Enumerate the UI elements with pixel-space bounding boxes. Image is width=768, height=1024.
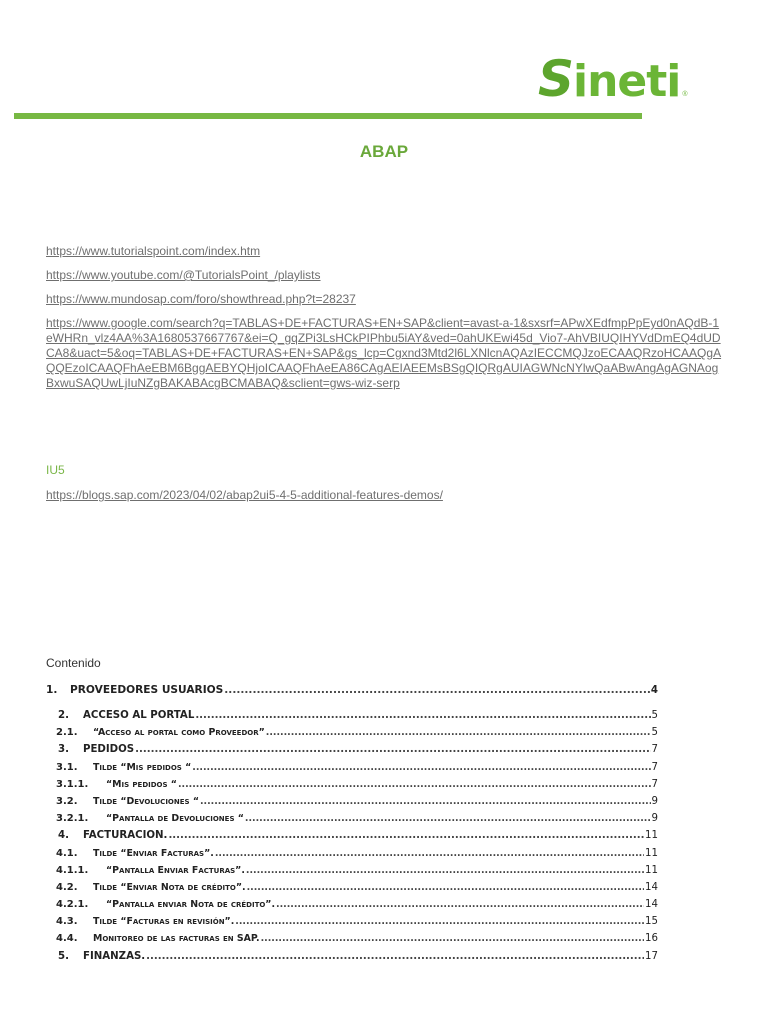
toc-entry[interactable] bbox=[46, 933, 658, 950]
toc-number: 4.1.1. bbox=[56, 864, 89, 876]
toc-leader bbox=[245, 813, 651, 824]
toc-number: 4.2.1. bbox=[56, 899, 89, 911]
toc-number: 3. bbox=[58, 744, 69, 756]
toc-entry[interactable] bbox=[46, 813, 658, 830]
registered-mark: ® bbox=[682, 91, 688, 98]
toc-leader bbox=[224, 684, 650, 696]
toc-entry[interactable] bbox=[46, 684, 658, 702]
toc-entry[interactable] bbox=[46, 848, 658, 865]
toc-entry[interactable] bbox=[46, 762, 658, 779]
toc-leader bbox=[135, 744, 650, 755]
toc-title: Tilde “Devoluciones “ bbox=[93, 795, 199, 807]
toc-number: 2. bbox=[58, 710, 69, 721]
toc-entry[interactable] bbox=[46, 710, 658, 727]
link-sap-blog[interactable]: https://blogs.sap.com/2023/04/02/abap2ui5-4-5-additional-features-demos/ bbox=[46, 488, 443, 502]
sineti-logo bbox=[538, 52, 688, 106]
toc-page: 7 bbox=[651, 744, 658, 756]
toc-entry[interactable] bbox=[46, 727, 658, 744]
toc-entry[interactable] bbox=[46, 951, 658, 968]
toc-leader bbox=[215, 848, 644, 859]
toc-title: “Pantalla de Devoluciones “ bbox=[106, 813, 244, 825]
toc-page: 16 bbox=[645, 933, 658, 945]
iu5-label: IU5 bbox=[46, 463, 65, 477]
toc-leader bbox=[235, 916, 644, 927]
toc-number: 1. bbox=[46, 684, 58, 696]
toc-number: 3.1.1. bbox=[56, 778, 89, 790]
toc-leader bbox=[192, 762, 650, 773]
toc-leader bbox=[168, 830, 644, 841]
link-youtube-playlists[interactable]: https://www.youtube.com/@TutorialsPoint_/playlists bbox=[46, 268, 321, 282]
toc-page: 11 bbox=[645, 847, 658, 859]
toc-title: “Pantalla enviar Nota de crédito”. bbox=[106, 899, 276, 911]
toc-number: 5. bbox=[58, 950, 69, 962]
toc-entry[interactable] bbox=[46, 744, 658, 761]
toc-title: FACTURACIÓN. bbox=[83, 830, 168, 842]
toc-leader bbox=[276, 899, 644, 910]
toc-leader bbox=[195, 710, 650, 721]
toc-title: Tilde “Mis pedidos “ bbox=[93, 761, 192, 773]
toc-page: 7 bbox=[651, 761, 658, 773]
toc-number: 4.1. bbox=[56, 847, 78, 859]
toc-title: ACCESO AL PORTAL bbox=[83, 710, 195, 721]
toc-number: 3.2. bbox=[56, 795, 78, 807]
toc-page: 14 bbox=[645, 881, 658, 893]
toc-leader bbox=[266, 727, 651, 738]
toc-page: 15 bbox=[645, 916, 658, 928]
toc-number: 4. bbox=[58, 830, 69, 842]
table-of-contents bbox=[46, 684, 658, 968]
logo-wordmark: Sineti bbox=[538, 50, 681, 108]
toc-leader bbox=[200, 796, 651, 807]
toc-heading: Contenido bbox=[46, 656, 101, 670]
toc-page: 11 bbox=[645, 830, 658, 842]
toc-title: “Acceso al portal como Proveedor” bbox=[93, 727, 265, 739]
toc-entry[interactable] bbox=[46, 865, 658, 882]
toc-number: 3.1. bbox=[56, 761, 78, 773]
toc-leader bbox=[178, 779, 651, 790]
toc-leader bbox=[247, 882, 644, 893]
toc-title: Tilde “Enviar Nota de crédito”. bbox=[93, 881, 246, 893]
toc-page: 9 bbox=[651, 813, 658, 825]
toc-entry[interactable] bbox=[46, 916, 658, 933]
toc-title: Tilde “Facturas en revisión”. bbox=[93, 916, 235, 928]
link-mundosap-forum[interactable]: https://www.mundosap.com/foro/showthread.php?t=28237 bbox=[46, 292, 356, 306]
reference-links bbox=[46, 244, 726, 400]
link-tutorialspoint[interactable]: https://www.tutorialspoint.com/index.htm bbox=[46, 244, 261, 258]
toc-page: 5 bbox=[651, 710, 658, 721]
toc-page: 7 bbox=[651, 778, 658, 790]
toc-title: “Pantalla Enviar Facturas”. bbox=[106, 864, 245, 876]
toc-leader bbox=[246, 865, 644, 876]
toc-number: 4.4. bbox=[56, 933, 78, 945]
toc-title: PEDIDOS bbox=[83, 744, 135, 756]
toc-page: 14 bbox=[645, 899, 658, 911]
toc-page: 17 bbox=[645, 950, 658, 962]
toc-title: “Mis pedidos “ bbox=[106, 778, 177, 790]
toc-title: FINANZAS. bbox=[83, 950, 146, 962]
toc-number: 3.2.1. bbox=[56, 813, 89, 825]
toc-page: 4 bbox=[650, 685, 658, 696]
toc-number: 2.1. bbox=[56, 727, 78, 739]
toc-number: 4.2. bbox=[56, 881, 78, 893]
toc-title: PROVEEDORES USUARIOS bbox=[70, 684, 224, 696]
toc-leader bbox=[261, 933, 644, 944]
header-divider bbox=[14, 113, 642, 119]
toc-entry[interactable] bbox=[46, 899, 658, 916]
toc-entry[interactable] bbox=[46, 882, 658, 899]
toc-number: 4.3. bbox=[56, 916, 78, 928]
toc-entry[interactable] bbox=[46, 796, 658, 813]
document-title: ABAP bbox=[359, 142, 409, 161]
link-google-search[interactable]: https://www.google.com/search?q=TABLAS+DE+FACTURAS+EN+SAP&client=avast-a-1&sxsrf=APwXEdfmpPpEyd0nAQdB-1eWHRn_vlz4AA%3A1680537667767&ei=Q_gqZPi3LsHCkPIPhbu5iAY&ved=0ahUKEwi45d_Vio7-AhVBIUQIHYVdDmEQ4dUDCA8&uact=5&oq=TABLAS+DE+FACTURAS+EN+SAP&gs_lcp=Cgxnd3Mtd2l6LXNlcnAQAzIECCMQJzoECAAQRzoHCAAQgAQQEzoICAAQFhAeEBM6BggAEBYQHjoICAAQFhAeEA86CAgAEIAEEMsBSgQIQRgAUIAGWNcNYlwQaABwAngAgAGNAogBxwuSAQUwLjIuNZgBAKABAcgBCMABAQ&sclient=gws-wiz-serp bbox=[46, 316, 722, 390]
toc-entry[interactable] bbox=[46, 779, 658, 796]
toc-title: Tilde “Enviar Facturas”. bbox=[93, 847, 214, 859]
toc-leader bbox=[146, 951, 644, 962]
toc-title: Monitoreo de las facturas en SAP. bbox=[93, 933, 260, 945]
toc-page: 11 bbox=[645, 864, 658, 876]
toc-entry[interactable] bbox=[46, 830, 658, 847]
toc-page: 5 bbox=[651, 727, 658, 739]
toc-page: 9 bbox=[651, 795, 658, 807]
